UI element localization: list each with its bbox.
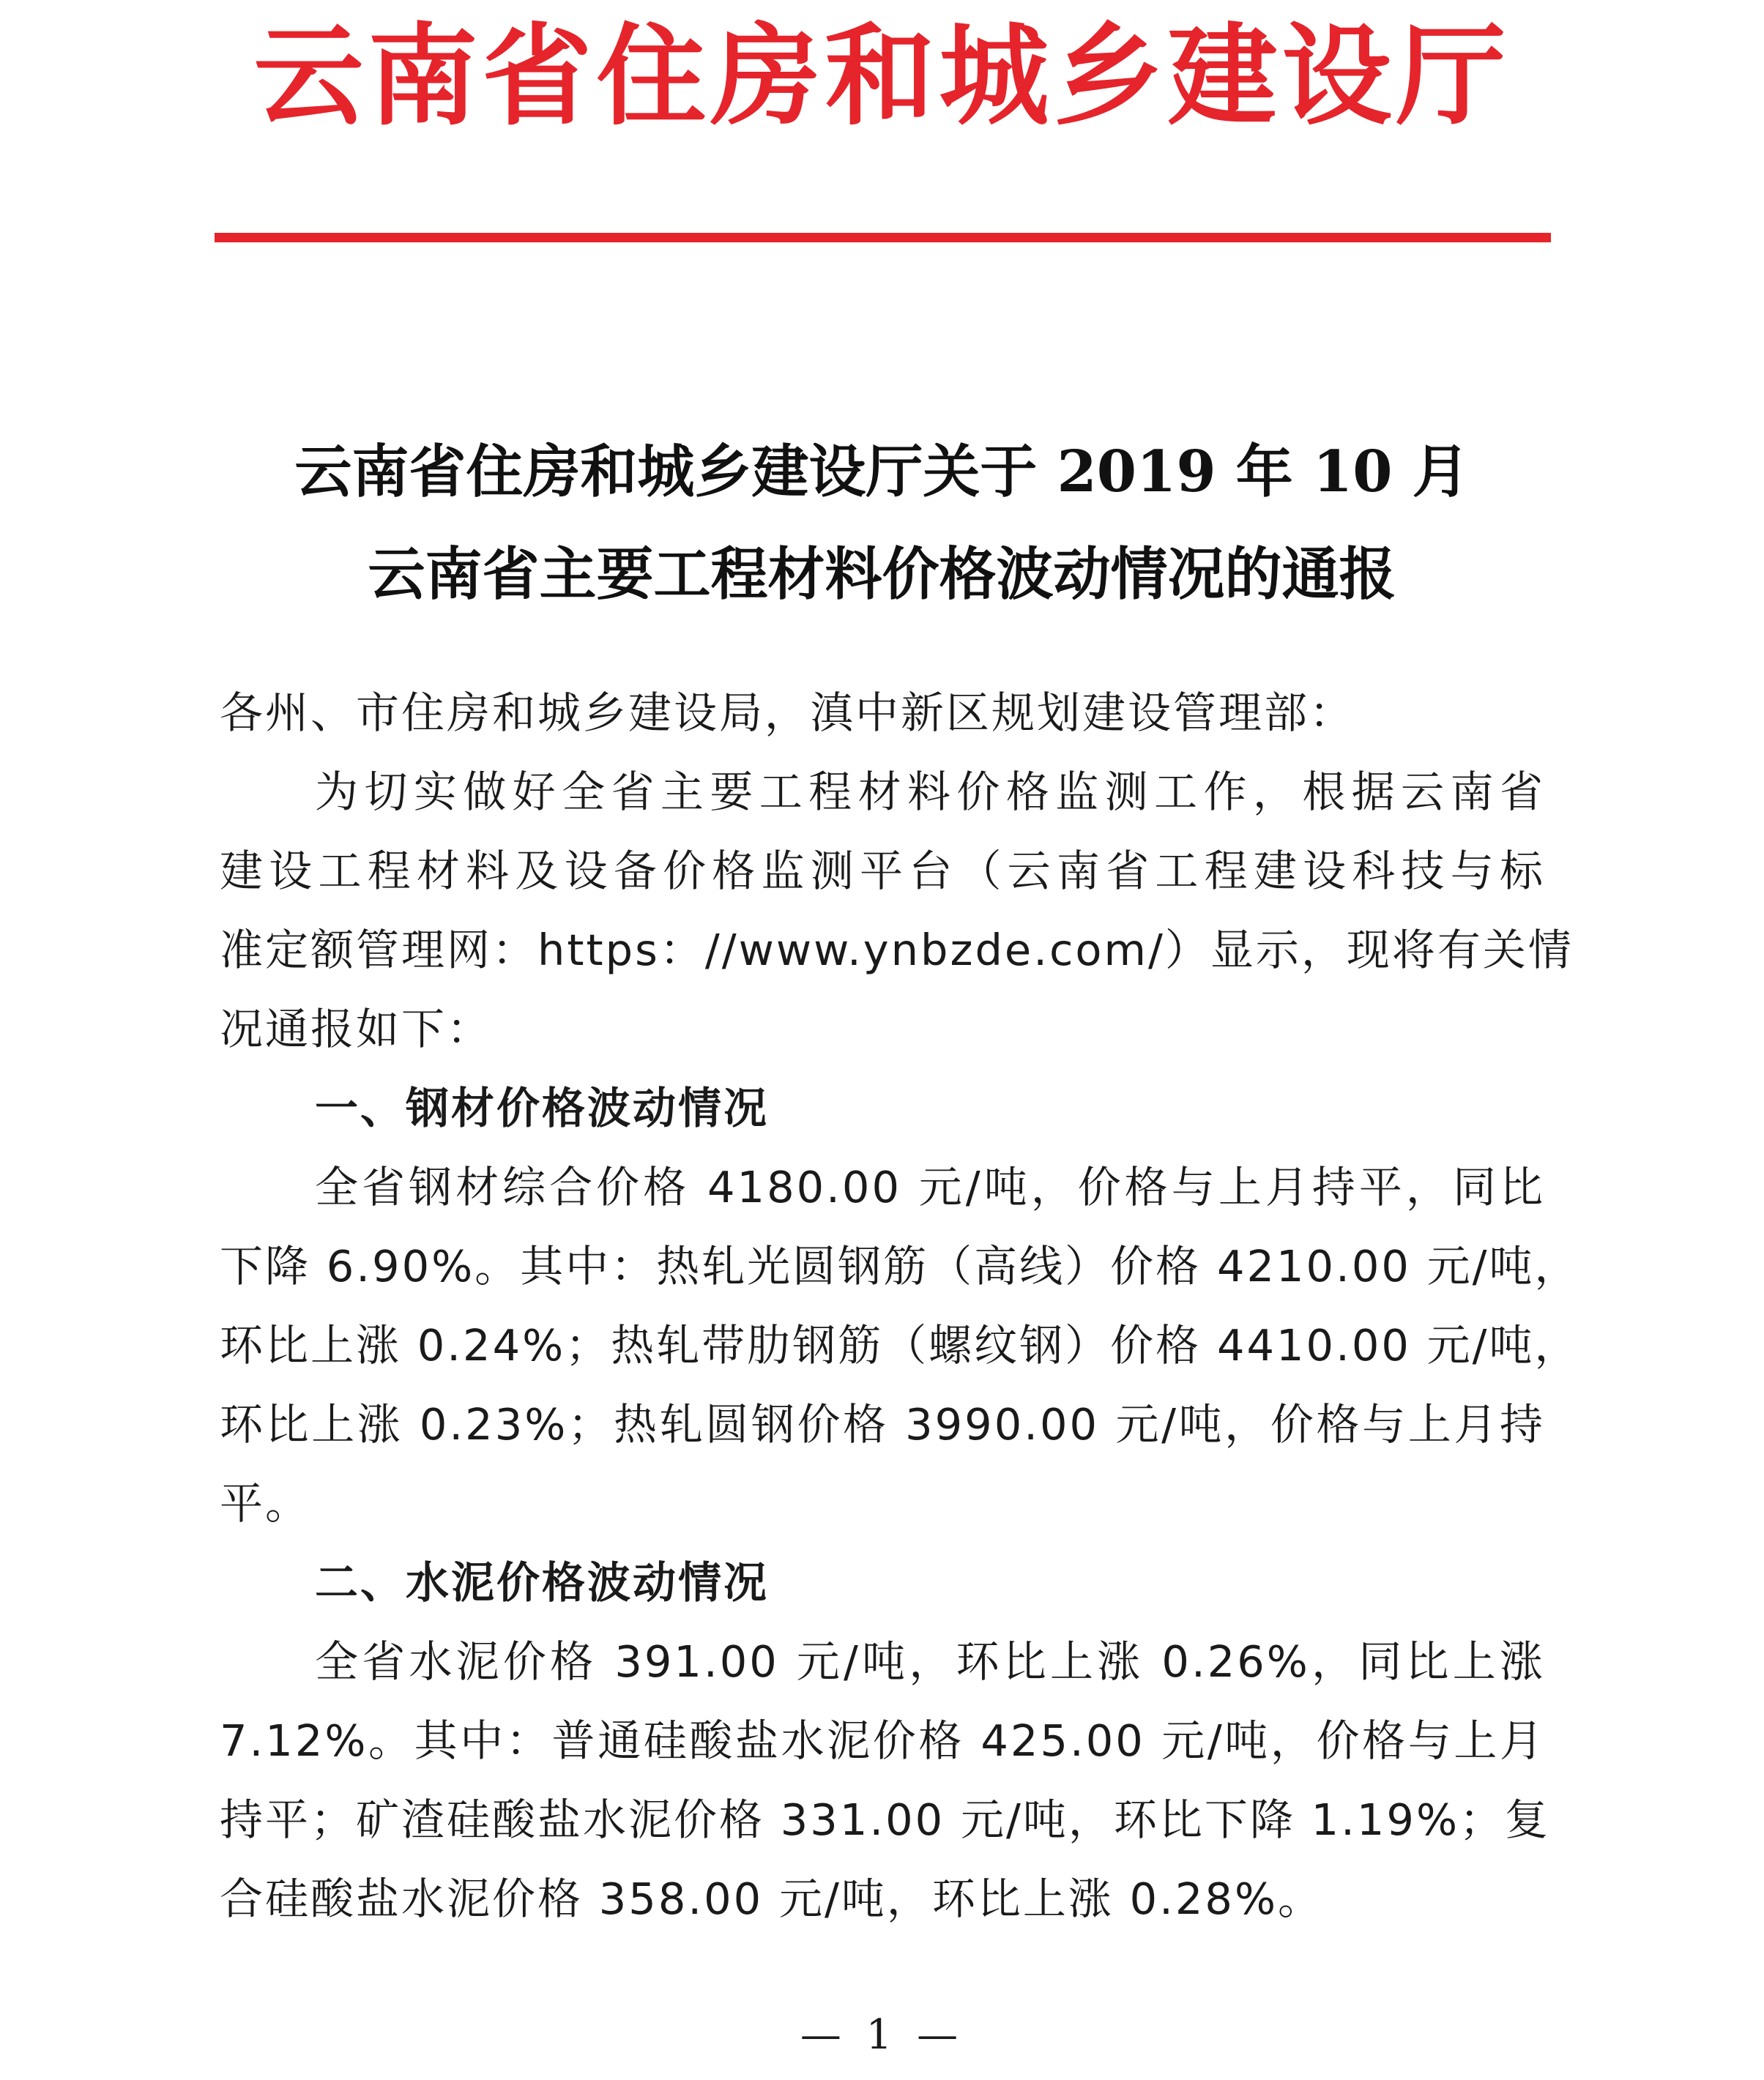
document-title-line-2: 云南省主要工程材料价格波动情况的通报 [368, 541, 1396, 608]
section-heading-steel: 一、钢材价格波动情况 [315, 1083, 770, 1133]
page-number: — 1 — [800, 2011, 964, 2059]
cement-paragraph-line: 全省水泥价格 391.00 元/吨，环比上涨 0.26%，同比上涨 [315, 1636, 1545, 1687]
masthead-red-rule [215, 233, 1551, 242]
section-heading-cement: 二、水泥价格波动情况 [315, 1557, 770, 1608]
intro-line: 建设工程材料及设备价格监测平台（云南省工程建设科技与标 [220, 846, 1545, 896]
cement-paragraph-line: 持平；矿渣硅酸盐水泥价格 331.00 元/吨，环比下降 1.19%；复 [220, 1794, 1551, 1845]
steel-paragraph-line: 平。 [220, 1478, 311, 1529]
document-title-line-1: 云南省住房和城乡建设厅关于 2019 年 10 月 [294, 439, 1470, 505]
steel-paragraph-line: 环比上涨 0.23%；热轧圆钢价格 3990.00 元/吨，价格与上月持 [220, 1399, 1545, 1450]
steel-paragraph-line: 环比上涨 0.24%；热轧带肋钢筋（螺纹钢）价格 4410.00 元/吨， [220, 1320, 1580, 1371]
cement-paragraph-line: 7.12%。其中：普通硅酸盐水泥价格 425.00 元/吨，价格与上月 [220, 1715, 1545, 1766]
intro-line: 准定额管理网：https：//www.ynbzde.com/）显示，现将有关情 [220, 925, 1574, 975]
steel-paragraph-line: 下降 6.90%。其中：热轧光圆钢筋（高线）价格 4210.00 元/吨， [220, 1241, 1580, 1291]
cement-paragraph-line: 合硅酸盐水泥价格 358.00 元/吨，环比上涨 0.28%。 [220, 1874, 1324, 1924]
intro-line: 况通报如下： [220, 1004, 493, 1054]
intro-line: 为切实做好全省主要工程材料价格监测工作，根据云南省 [315, 767, 1545, 817]
masthead-org-name: 云南省住房和城乡建设厅 [253, 13, 1511, 141]
addressee: 各州、市住房和城乡建设局，滇中新区规划建设管理部： [220, 687, 1355, 738]
steel-paragraph-line: 全省钢材综合价格 4180.00 元/吨，价格与上月持平，同比 [315, 1162, 1545, 1212]
